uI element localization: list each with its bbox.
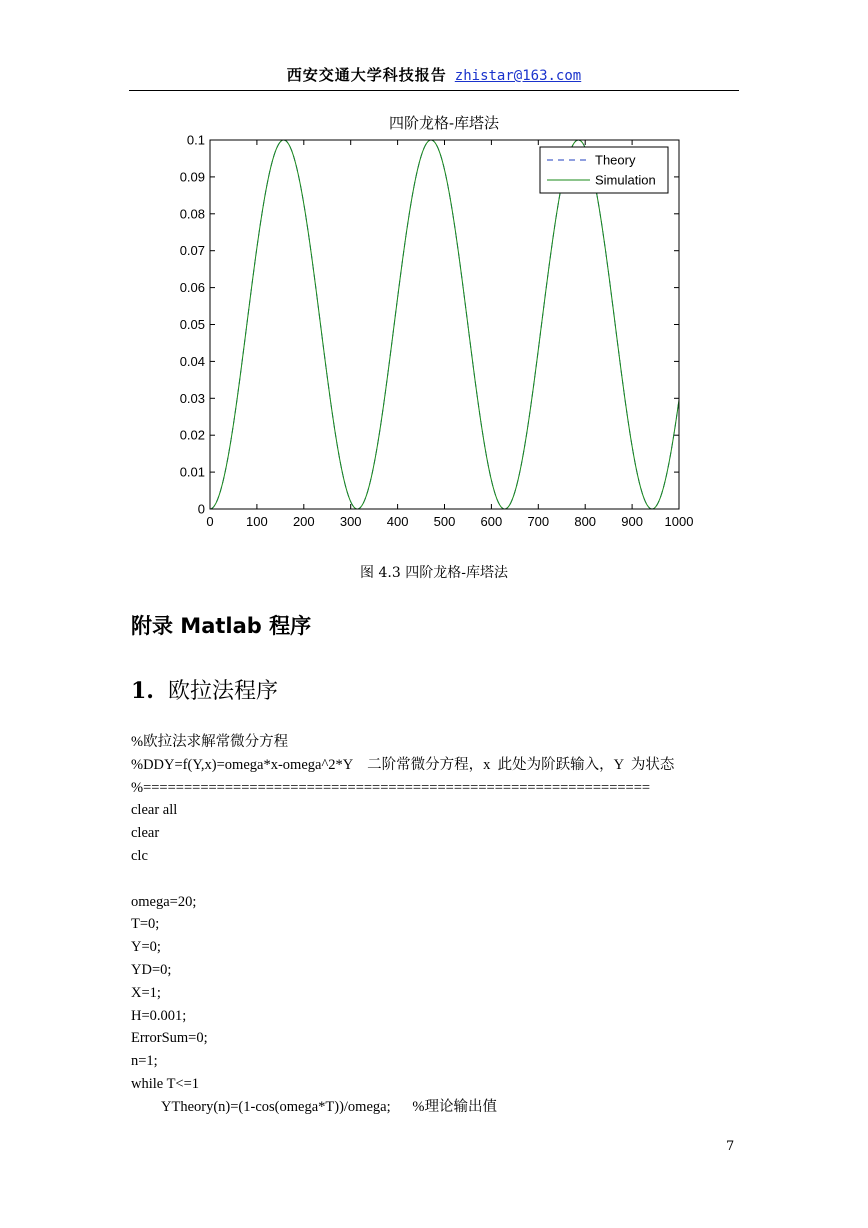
code-line: YTheory(n)=(1-cos(omega*T))/omega; %理论输出值 [161,1098,497,1115]
code-line: clear [131,825,160,842]
code-line: X=1; [131,984,161,1001]
section-number: 1. [131,678,154,704]
page-header [0,64,868,85]
y-tick-label: 0.04 [179,353,205,369]
y-tick-label: 0.03 [179,390,205,406]
code-line [131,868,739,891]
x-tick-label: 800 [574,514,597,529]
y-tick-label: 0.07 [179,243,205,259]
x-tick-label: 1000 [664,514,694,529]
header-rule [129,90,739,91]
series-line-theory [210,140,679,509]
x-tick-label: 100 [246,514,268,529]
code-line: %============================================================== [131,779,651,796]
series-line-simulation [210,140,679,509]
code-line: YD=0; [131,961,172,978]
code-line: H=0.001; [131,1007,187,1024]
code-line: clc [131,847,148,864]
figure-caption: 图 4.3 四阶龙格-库塔法 [360,565,508,581]
y-tick-label: 0.06 [179,280,205,296]
x-tick-label: 500 [433,514,456,529]
y-tick-label: 0.01 [179,464,205,480]
y-tick-label: 0.09 [179,169,205,185]
x-tick-label: 600 [480,514,503,529]
code-line: %欧拉法求解常微分方程 [131,734,289,750]
code-line: n=1; [131,1053,158,1070]
code-line: %DDY=f(Y,x)=omega*x-omega^2*Y 二阶常微分方程，x 此处为阶跃输入，Y 为状态 [131,756,675,773]
appendix-title: 附录 Matlab 程序 [131,614,312,638]
section-heading: 欧拉法程序 [167,679,278,704]
figure-4-3 [150,108,710,536]
matlab-code-block [131,731,739,1119]
plot-frame [210,140,679,509]
code-line: T=0; [131,916,160,933]
x-tick-label: 900 [621,514,643,529]
legend-simulation-label: Simulation [595,172,656,188]
x-tick-label: 0 [206,514,214,529]
y-tick-label: 0.08 [179,206,205,222]
legend-theory-label: Theory [595,152,636,168]
y-tick-label: 0.05 [179,317,205,332]
x-tick-label: 700 [527,514,550,529]
chart-legend [540,147,668,193]
header-title: 西安交通大学科技报告 [286,66,447,84]
x-tick-label: 200 [292,514,315,529]
rk4-chart [150,108,710,536]
code-line: Y=0; [131,939,161,956]
code-line: omega=20; [131,893,197,910]
chart-title: 四阶龙格-库塔法 [388,114,500,132]
section-title [131,674,278,705]
code-line: ErrorSum=0; [131,1030,208,1047]
code-line: clear all [131,802,178,819]
page-number: 7 [726,1139,735,1154]
code-line: while T<=1 [131,1075,200,1092]
x-tick-label: 300 [339,514,362,529]
y-tick-label: 0 [197,501,205,517]
x-tick-label: 400 [386,514,409,529]
y-tick-label: 0.1 [186,132,205,148]
header-email-link[interactable]: zhistar@163.com [454,68,582,84]
y-tick-label: 0.02 [179,427,205,443]
